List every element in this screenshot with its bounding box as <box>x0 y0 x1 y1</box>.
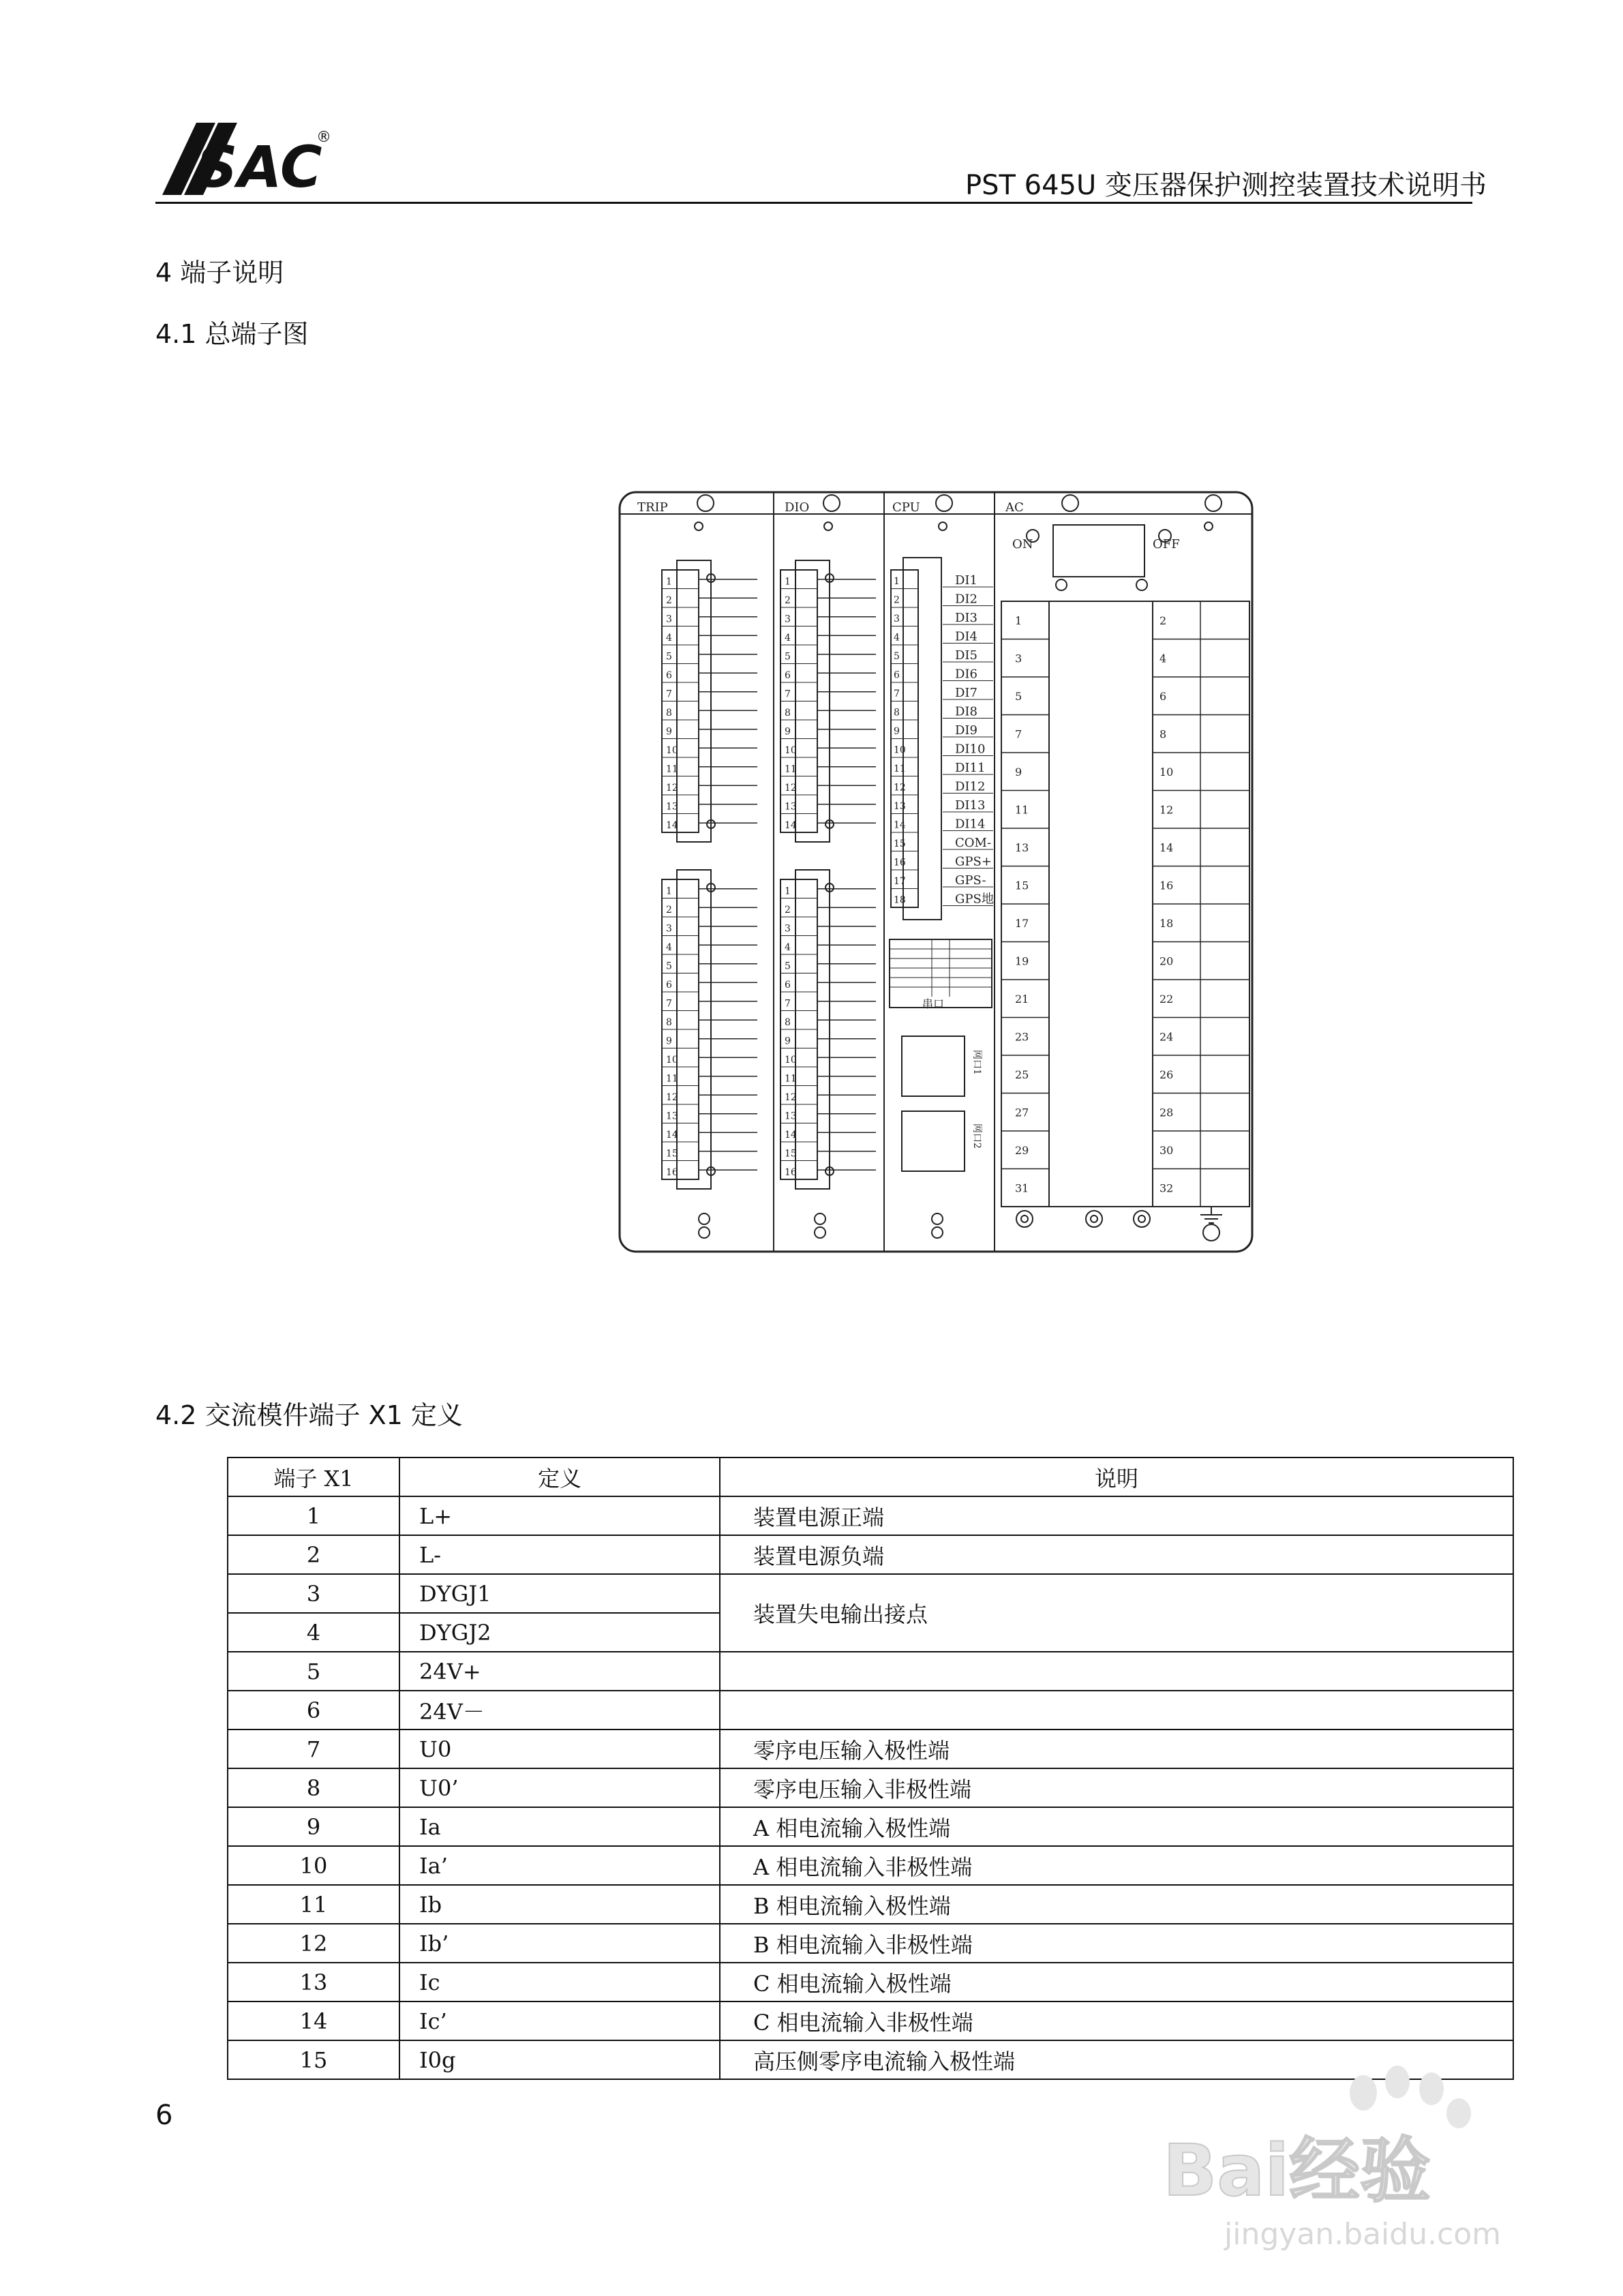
cpu-terminal-number: 16 <box>894 857 906 868</box>
column-header: 说明 <box>720 1457 1513 1496</box>
dio-upper-terminal-number: 3 <box>785 614 791 625</box>
trip-upper-terminal-number: 11 <box>666 764 678 775</box>
screw-hole <box>1138 1215 1145 1222</box>
screw-hole <box>1056 579 1067 590</box>
trip-lower-terminal-number: 6 <box>666 980 672 991</box>
cpu-terminal-number: 17 <box>894 876 906 887</box>
cpu-terminal-label: DI14 <box>955 817 986 832</box>
terminal-number: 2 <box>228 1535 399 1574</box>
trip-lower-terminal-number: 14 <box>666 1130 678 1141</box>
screw-hole <box>936 495 952 511</box>
page-number: 6 <box>155 2100 173 2131</box>
table-row <box>228 2002 1513 2040</box>
screw-hole <box>699 1227 710 1238</box>
ac-terminal-number: 14 <box>1159 841 1174 854</box>
cpu-terminal-number: 12 <box>894 782 906 794</box>
ac-terminal-number: 27 <box>1015 1106 1029 1119</box>
cpu-terminal-label: DI2 <box>955 592 977 607</box>
dio-upper-terminal-number: 14 <box>785 820 797 831</box>
ac-terminal-number: 31 <box>1015 1181 1029 1195</box>
trip-upper-terminal-number: 9 <box>666 726 672 738</box>
screw-hole <box>697 495 714 511</box>
terminal-description: 装置失电输出接点 <box>720 1574 1513 1652</box>
terminal-number: 12 <box>228 1924 399 1963</box>
dio-upper-terminal-number: 10 <box>785 745 797 756</box>
dio-lower-terminal-number: 4 <box>785 942 791 953</box>
table-row <box>228 1963 1513 2002</box>
terminal-definition: Ia’ <box>399 1846 720 1885</box>
table-row <box>228 1729 1513 1768</box>
dio-upper-terminal-number: 6 <box>785 670 791 681</box>
table-row <box>228 1807 1513 1846</box>
cpu-terminal-number: 1 <box>894 576 900 587</box>
cpu-terminal-label: DI4 <box>955 629 977 644</box>
terminal-number: 4 <box>228 1613 399 1652</box>
cpu-terminal-number: 11 <box>894 764 906 774</box>
cpu-terminal-number: 4 <box>894 632 900 644</box>
terminal-definition: 24V+ <box>399 1652 720 1691</box>
screw-hole <box>1086 1211 1102 1227</box>
terminal-definition: DYGJ2 <box>399 1613 720 1652</box>
screw-hole <box>695 522 703 530</box>
dio-upper-terminal-number: 4 <box>785 633 791 644</box>
cpu-terminal-number: 18 <box>894 894 906 906</box>
module-label-cpu: CPU <box>892 500 920 515</box>
terminal-number: 8 <box>228 1768 399 1807</box>
ac-terminal-number: 13 <box>1015 841 1029 854</box>
dio-upper-terminal-number: 12 <box>785 783 797 794</box>
terminal-number: 3 <box>228 1574 399 1613</box>
terminal-diagram <box>617 489 1255 1254</box>
cpu-terminal-number: 5 <box>894 651 900 662</box>
terminal-number: 13 <box>228 1963 399 2002</box>
trip-upper-terminal-number: 12 <box>666 783 678 794</box>
trip-lower-terminal-number: 16 <box>666 1167 678 1178</box>
ac-terminal-number: 29 <box>1015 1143 1029 1157</box>
dio-upper-terminal-number: 9 <box>785 726 791 738</box>
cpu-terminal-label: DI7 <box>955 686 977 700</box>
cpu-terminal-label: DI5 <box>955 648 977 663</box>
cpu-terminal-label: DI13 <box>955 798 986 813</box>
cpu-terminal-label: COM- <box>955 836 992 850</box>
dio-upper-terminal-number: 13 <box>785 801 797 813</box>
dio-lower-terminal-number: 5 <box>785 961 791 972</box>
subsection-heading: 4.1 总端子图 <box>155 319 309 349</box>
dio-lower-terminal-number: 3 <box>785 923 791 935</box>
trip-lower-terminal-number: 1 <box>666 886 672 897</box>
dio-upper-terminal-number: 5 <box>785 651 791 663</box>
module-label-trip: TRIP <box>637 500 668 515</box>
trip-upper-terminal-number: 1 <box>666 576 672 588</box>
terminal-definition: L+ <box>399 1496 720 1535</box>
ac-terminal-number: 1 <box>1015 614 1022 627</box>
cpu-terminal-label: DI10 <box>955 742 986 757</box>
trip-lower-terminal-number: 3 <box>666 923 672 935</box>
terminal-description <box>720 1652 1513 1691</box>
screw-hole <box>939 522 947 530</box>
panel-outline <box>620 492 1252 1252</box>
screw-hole <box>823 495 840 511</box>
screw-hole <box>932 1213 943 1224</box>
svg-text:SAC: SAC <box>196 134 322 200</box>
subsection-heading: 4.2 交流模件端子 X1 定义 <box>155 1400 463 1430</box>
column-header: 端子 X1 <box>228 1457 399 1496</box>
terminal-description: A 相电流输入极性端 <box>720 1807 1513 1846</box>
ac-connector <box>1049 601 1153 1207</box>
ac-terminal-number: 8 <box>1159 727 1167 741</box>
trip-lower-terminal-number: 8 <box>666 1017 672 1028</box>
dio-lower-terminal-number: 16 <box>785 1167 797 1178</box>
ac-terminal-number: 19 <box>1015 954 1029 968</box>
ac-terminal-number: 2 <box>1159 614 1167 627</box>
ac-terminal-number: 30 <box>1159 1143 1174 1157</box>
trip-lower-terminal-number: 2 <box>666 905 672 916</box>
ac-terminal-number: 7 <box>1015 727 1022 741</box>
screw-hole <box>699 1213 710 1224</box>
terminal-number: 14 <box>228 2002 399 2040</box>
screw-hole <box>815 1227 825 1238</box>
trip-upper-terminal-number: 2 <box>666 595 672 606</box>
terminal-number: 9 <box>228 1807 399 1846</box>
terminal-table <box>227 1457 1514 2080</box>
cpu-terminal-label: DI12 <box>955 779 986 794</box>
cpu-terminal-label: DI6 <box>955 667 977 682</box>
screw-hole <box>815 1213 825 1224</box>
screw-hole <box>1134 1211 1150 1227</box>
table-row <box>228 1768 1513 1807</box>
trip-lower-terminal-number: 5 <box>666 961 672 972</box>
terminal-description: 装置电源负端 <box>720 1535 1513 1574</box>
terminal-description: 零序电压输入非极性端 <box>720 1768 1513 1807</box>
terminal-description: B 相电流输入极性端 <box>720 1885 1513 1924</box>
document-title: PST 645U 变压器保护测控装置技术说明书 <box>965 170 1487 201</box>
ac-terminal-number: 28 <box>1159 1106 1174 1119</box>
terminal-definition: Ic <box>399 1963 720 2002</box>
svg-text:®: ® <box>316 129 331 146</box>
ethernet-port-2 <box>902 1111 965 1171</box>
terminal-definition: Ib’ <box>399 1924 720 1963</box>
cpu-terminal-label: DI11 <box>955 761 986 775</box>
ac-terminal-number: 18 <box>1159 916 1174 930</box>
dio-lower-terminal-number: 7 <box>785 998 791 1010</box>
terminal-number: 11 <box>228 1885 399 1924</box>
cpu-terminal-label: DI3 <box>955 611 977 625</box>
ac-terminal-number: 15 <box>1015 879 1029 892</box>
terminal-description: A 相电流输入非极性端 <box>720 1846 1513 1885</box>
ac-terminal-number: 17 <box>1015 916 1029 930</box>
dio-upper-terminal-number: 7 <box>785 689 791 700</box>
sac-logo <box>155 115 334 200</box>
terminal-definition: L- <box>399 1535 720 1574</box>
ac-terminal-number: 32 <box>1159 1181 1174 1195</box>
serial-port-label: 串口 <box>922 997 945 1010</box>
cpu-terminal-label: DI9 <box>955 723 977 738</box>
ac-terminal-number: 22 <box>1159 992 1174 1006</box>
cpu-terminal-number: 14 <box>894 819 906 831</box>
table-row <box>228 1691 1513 1729</box>
terminal-description: 装置电源正端 <box>720 1496 1513 1535</box>
screw-hole <box>824 522 832 530</box>
terminal-definition: 24V－ <box>399 1691 720 1729</box>
ac-terminal-number: 3 <box>1015 652 1022 665</box>
ethernet-label-1: 网口1 <box>971 1050 982 1075</box>
ac-terminal-number: 10 <box>1159 765 1174 779</box>
svg-text:Bai经验: Bai经验 <box>1163 2129 1431 2212</box>
dio-upper-terminal-number: 11 <box>785 764 797 775</box>
table-row <box>228 1496 1513 1535</box>
switch-off-label: OFF <box>1153 537 1180 552</box>
header-rule <box>155 202 1472 204</box>
dio-lower-terminal-number: 1 <box>785 886 791 897</box>
trip-upper-terminal-number: 7 <box>666 689 672 700</box>
cpu-terminal-number: 10 <box>894 744 906 756</box>
terminal-description: C 相电流输入非极性端 <box>720 2002 1513 2040</box>
ac-terminal-number: 16 <box>1159 879 1174 892</box>
cpu-terminal-label: DI1 <box>955 573 977 588</box>
trip-upper-terminal-number: 3 <box>666 614 672 625</box>
table-row <box>228 1885 1513 1924</box>
terminal-description: 高压侧零序电流输入极性端 <box>720 2040 1513 2079</box>
ac-terminal-number: 25 <box>1015 1068 1029 1081</box>
ac-terminal-number: 24 <box>1159 1030 1174 1044</box>
table-row <box>228 1574 1513 1613</box>
ac-terminal-number: 20 <box>1159 954 1174 968</box>
dio-upper-terminal-number: 1 <box>785 576 791 588</box>
ac-terminal-number: 26 <box>1159 1068 1174 1081</box>
terminal-definition: U0’ <box>399 1768 720 1807</box>
module-label-ac: AC <box>1005 500 1024 515</box>
screw-hole <box>1091 1215 1097 1222</box>
cpu-terminal-number: 8 <box>894 707 900 719</box>
baidu-watermark <box>1159 2066 1541 2270</box>
ac-terminal-number: 6 <box>1159 689 1167 703</box>
trip-lower-terminal-number: 9 <box>666 1036 672 1047</box>
ethernet-port-1 <box>902 1036 965 1096</box>
dio-lower-terminal-number: 14 <box>785 1130 797 1141</box>
screw-hole <box>1062 495 1078 511</box>
power-switch <box>1053 525 1144 577</box>
cpu-terminal-label: DI8 <box>955 704 977 719</box>
terminal-number: 6 <box>228 1691 399 1729</box>
terminal-description: B 相电流输入非极性端 <box>720 1924 1513 1963</box>
terminal-description: 零序电压输入极性端 <box>720 1729 1513 1768</box>
cpu-terminal-number: 13 <box>894 801 906 812</box>
ac-terminal-number: 23 <box>1015 1030 1029 1044</box>
screw-hole <box>1021 1215 1028 1222</box>
screw-hole <box>932 1227 943 1238</box>
switch-on-label: ON <box>1012 537 1033 552</box>
dio-lower-terminal-number: 11 <box>785 1073 797 1085</box>
trip-upper-terminal-number: 6 <box>666 670 672 681</box>
terminal-definition: Ic’ <box>399 2002 720 2040</box>
dio-lower-terminal-number: 8 <box>785 1017 791 1028</box>
ac-terminal-number: 9 <box>1015 765 1022 779</box>
dio-lower-terminal-number: 6 <box>785 980 791 991</box>
cpu-terminal-label: GPS- <box>955 873 986 888</box>
dio-lower-terminal-number: 2 <box>785 905 791 916</box>
module-label-dio: DIO <box>785 500 810 515</box>
ac-terminal-number: 4 <box>1159 652 1167 665</box>
dio-lower-terminal-number: 12 <box>785 1092 797 1103</box>
terminal-number: 7 <box>228 1729 399 1768</box>
svg-text:jingyan.baidu.com: jingyan.baidu.com <box>1224 2217 1502 2252</box>
terminal-number: 5 <box>228 1652 399 1691</box>
table-row <box>228 1846 1513 1885</box>
screw-hole <box>1203 1224 1219 1241</box>
cpu-terminal-number: 6 <box>894 669 900 681</box>
terminal-number: 15 <box>228 2040 399 2079</box>
cpu-terminal-number: 7 <box>894 689 900 699</box>
cpu-terminal-label: GPS地 <box>955 892 994 907</box>
table-row <box>228 1924 1513 1963</box>
ac-terminal-number: 11 <box>1015 803 1029 817</box>
terminal-definition: Ib <box>399 1885 720 1924</box>
terminal-definition: Ia <box>399 1807 720 1846</box>
trip-lower-terminal-number: 12 <box>666 1092 678 1103</box>
trip-upper-terminal-number: 4 <box>666 633 672 644</box>
dio-upper-terminal-number: 8 <box>785 708 791 719</box>
section-heading: 4 端子说明 <box>155 258 284 288</box>
trip-lower-terminal-number: 13 <box>666 1111 678 1122</box>
trip-upper-terminal-number: 10 <box>666 745 678 756</box>
table-row <box>228 1535 1513 1574</box>
dio-upper-terminal-number: 2 <box>785 595 791 606</box>
terminal-description <box>720 1691 1513 1729</box>
trip-lower-terminal-number: 7 <box>666 998 672 1010</box>
screw-hole <box>1136 579 1147 590</box>
cpu-terminal-number: 2 <box>894 594 900 606</box>
table-header-row <box>228 1457 1513 1496</box>
terminal-number: 1 <box>228 1496 399 1535</box>
column-header: 定义 <box>399 1457 720 1496</box>
ac-terminal-number: 12 <box>1159 803 1174 817</box>
dio-lower-terminal-number: 10 <box>785 1055 797 1066</box>
trip-upper-terminal-number: 8 <box>666 708 672 719</box>
screw-hole <box>1205 495 1222 511</box>
cpu-terminal-number: 3 <box>894 614 900 624</box>
trip-lower-terminal-number: 15 <box>666 1148 678 1160</box>
screw-hole <box>1204 522 1213 530</box>
trip-lower-terminal-number: 10 <box>666 1055 678 1066</box>
dio-lower-terminal-number: 15 <box>785 1148 797 1160</box>
ac-terminal-number: 21 <box>1015 992 1029 1006</box>
cpu-terminal-label: GPS+ <box>955 854 992 869</box>
table-row <box>228 1652 1513 1691</box>
cpu-terminal-number: 9 <box>894 726 900 737</box>
ac-terminal-number: 5 <box>1015 689 1022 703</box>
terminal-definition: U0 <box>399 1729 720 1768</box>
cpu-terminal-number: 15 <box>894 839 906 849</box>
trip-upper-terminal-number: 13 <box>666 801 678 813</box>
dio-lower-terminal-number: 9 <box>785 1036 791 1047</box>
trip-upper-terminal-number: 5 <box>666 651 672 663</box>
ethernet-label-2: 网口2 <box>971 1123 982 1149</box>
terminal-number: 10 <box>228 1846 399 1885</box>
trip-lower-terminal-number: 4 <box>666 942 672 953</box>
terminal-description: C 相电流输入极性端 <box>720 1963 1513 2002</box>
terminal-definition: I0g <box>399 2040 720 2079</box>
screw-hole <box>1016 1211 1033 1227</box>
dio-lower-terminal-number: 13 <box>785 1111 797 1122</box>
trip-upper-terminal-number: 14 <box>666 820 678 831</box>
trip-lower-terminal-number: 11 <box>666 1073 678 1085</box>
terminal-definition: DYGJ1 <box>399 1574 720 1613</box>
